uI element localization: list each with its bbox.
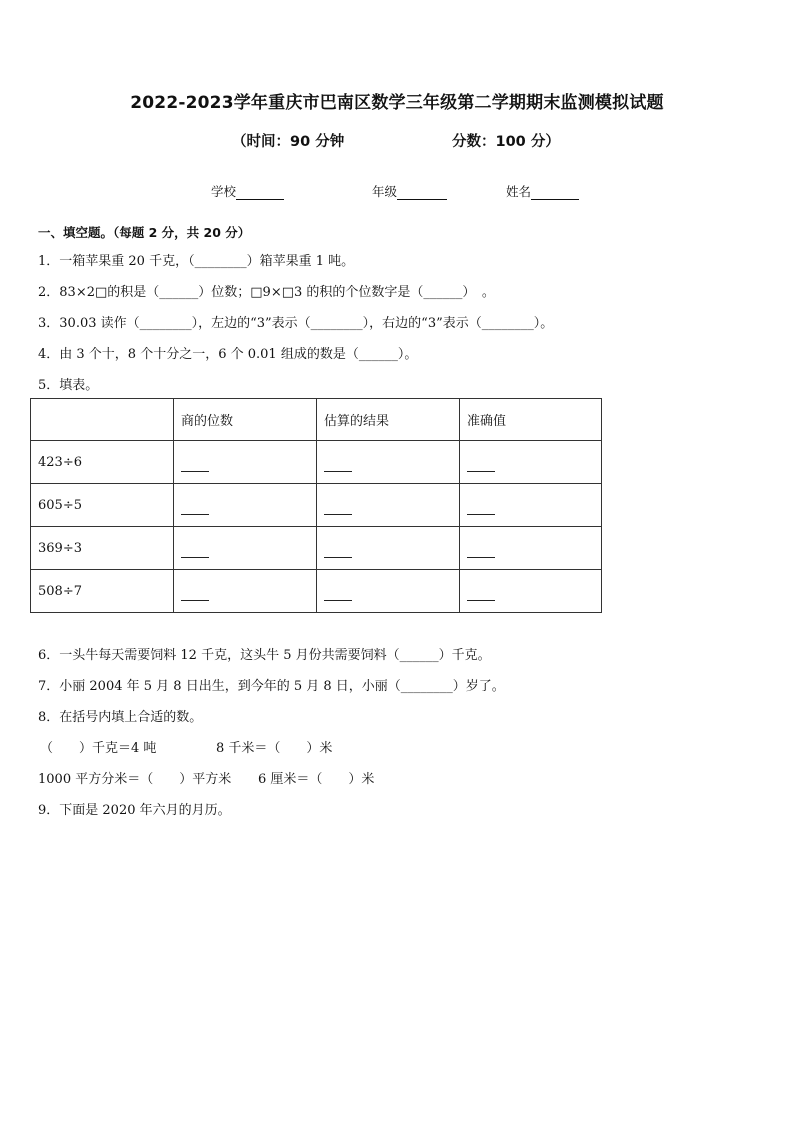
answer-blank[interactable] bbox=[460, 484, 602, 527]
table-header-cell: 商的位数 bbox=[174, 399, 317, 441]
answer-blank[interactable] bbox=[317, 441, 460, 484]
question-2: 2．83×2□的积是（______）位数；□9×□3 的积的个位数字是（______） 。 bbox=[38, 285, 495, 300]
table-header-row bbox=[31, 399, 602, 441]
table-row bbox=[31, 570, 602, 613]
answer-blank[interactable] bbox=[317, 527, 460, 570]
division-table bbox=[30, 398, 602, 613]
grade-field bbox=[372, 182, 447, 200]
school-label: 学校 bbox=[211, 184, 237, 199]
answer-blank[interactable] bbox=[460, 527, 602, 570]
question-8: 8．在括号内填上合适的数。 bbox=[38, 710, 203, 725]
section-heading: 一、填空题。（每题 2 分，共 20 分） bbox=[38, 225, 251, 240]
table-row bbox=[31, 484, 602, 527]
answer-blank[interactable] bbox=[174, 570, 317, 613]
time-label: （时间：90 分钟 bbox=[232, 134, 345, 150]
row-label: 423÷6 bbox=[31, 441, 174, 484]
score-label: 分数：100 分） bbox=[452, 134, 560, 150]
answer-blank[interactable] bbox=[460, 570, 602, 613]
answer-blank[interactable] bbox=[317, 484, 460, 527]
question-5: 5．填表。 bbox=[38, 378, 99, 393]
question-9: 9．下面是 2020 年六月的月历。 bbox=[38, 803, 231, 818]
table-row bbox=[31, 441, 602, 484]
name-blank bbox=[531, 186, 579, 200]
question-1: 1．一箱苹果重 20 千克，（________）箱苹果重 1 吨。 bbox=[38, 254, 355, 269]
question-8c: 1000 平方分米＝（ ）平方米 bbox=[38, 772, 232, 787]
question-7: 7．小丽 2004 年 5 月 8 日出生，到今年的 5 月 8 日，小丽（________）岁了。 bbox=[38, 679, 505, 694]
table-row bbox=[31, 527, 602, 570]
grade-blank bbox=[397, 186, 447, 200]
name-field bbox=[506, 182, 579, 200]
answer-blank[interactable] bbox=[174, 527, 317, 570]
table-header-cell bbox=[31, 399, 174, 441]
answer-blank[interactable] bbox=[460, 441, 602, 484]
grade-label: 年级 bbox=[372, 184, 398, 199]
name-label: 姓名 bbox=[506, 184, 532, 199]
question-4: 4．由 3 个十，8 个十分之一，6 个 0.01 组成的数是（______）。 bbox=[38, 347, 418, 362]
school-blank bbox=[236, 186, 284, 200]
answer-blank[interactable] bbox=[317, 570, 460, 613]
row-label: 369÷3 bbox=[31, 527, 174, 570]
answer-blank[interactable] bbox=[174, 441, 317, 484]
table-header-cell: 估算的结果 bbox=[317, 399, 460, 441]
question-6: 6．一头牛每天需要饲料 12 千克，这头牛 5 月份共需要饲料（______）千克。 bbox=[38, 648, 491, 663]
row-label: 605÷5 bbox=[31, 484, 174, 527]
answer-blank[interactable] bbox=[174, 484, 317, 527]
school-field bbox=[211, 182, 284, 200]
question-8d: 6 厘米＝（ ）米 bbox=[258, 772, 375, 787]
row-label: 508÷7 bbox=[31, 570, 174, 613]
page-title: 2022-2023学年重庆市巴南区数学三年级第二学期期末监测模拟试题 bbox=[130, 93, 664, 113]
question-3: 3．30.03 读作（________），左边的“3”表示（________），右边的“3”表示（________）。 bbox=[38, 316, 554, 331]
table-header-cell: 准确值 bbox=[460, 399, 602, 441]
question-8b: 8 千米＝（ ）米 bbox=[216, 741, 333, 756]
question-8a: （ ）千克＝4 吨 bbox=[40, 741, 157, 756]
